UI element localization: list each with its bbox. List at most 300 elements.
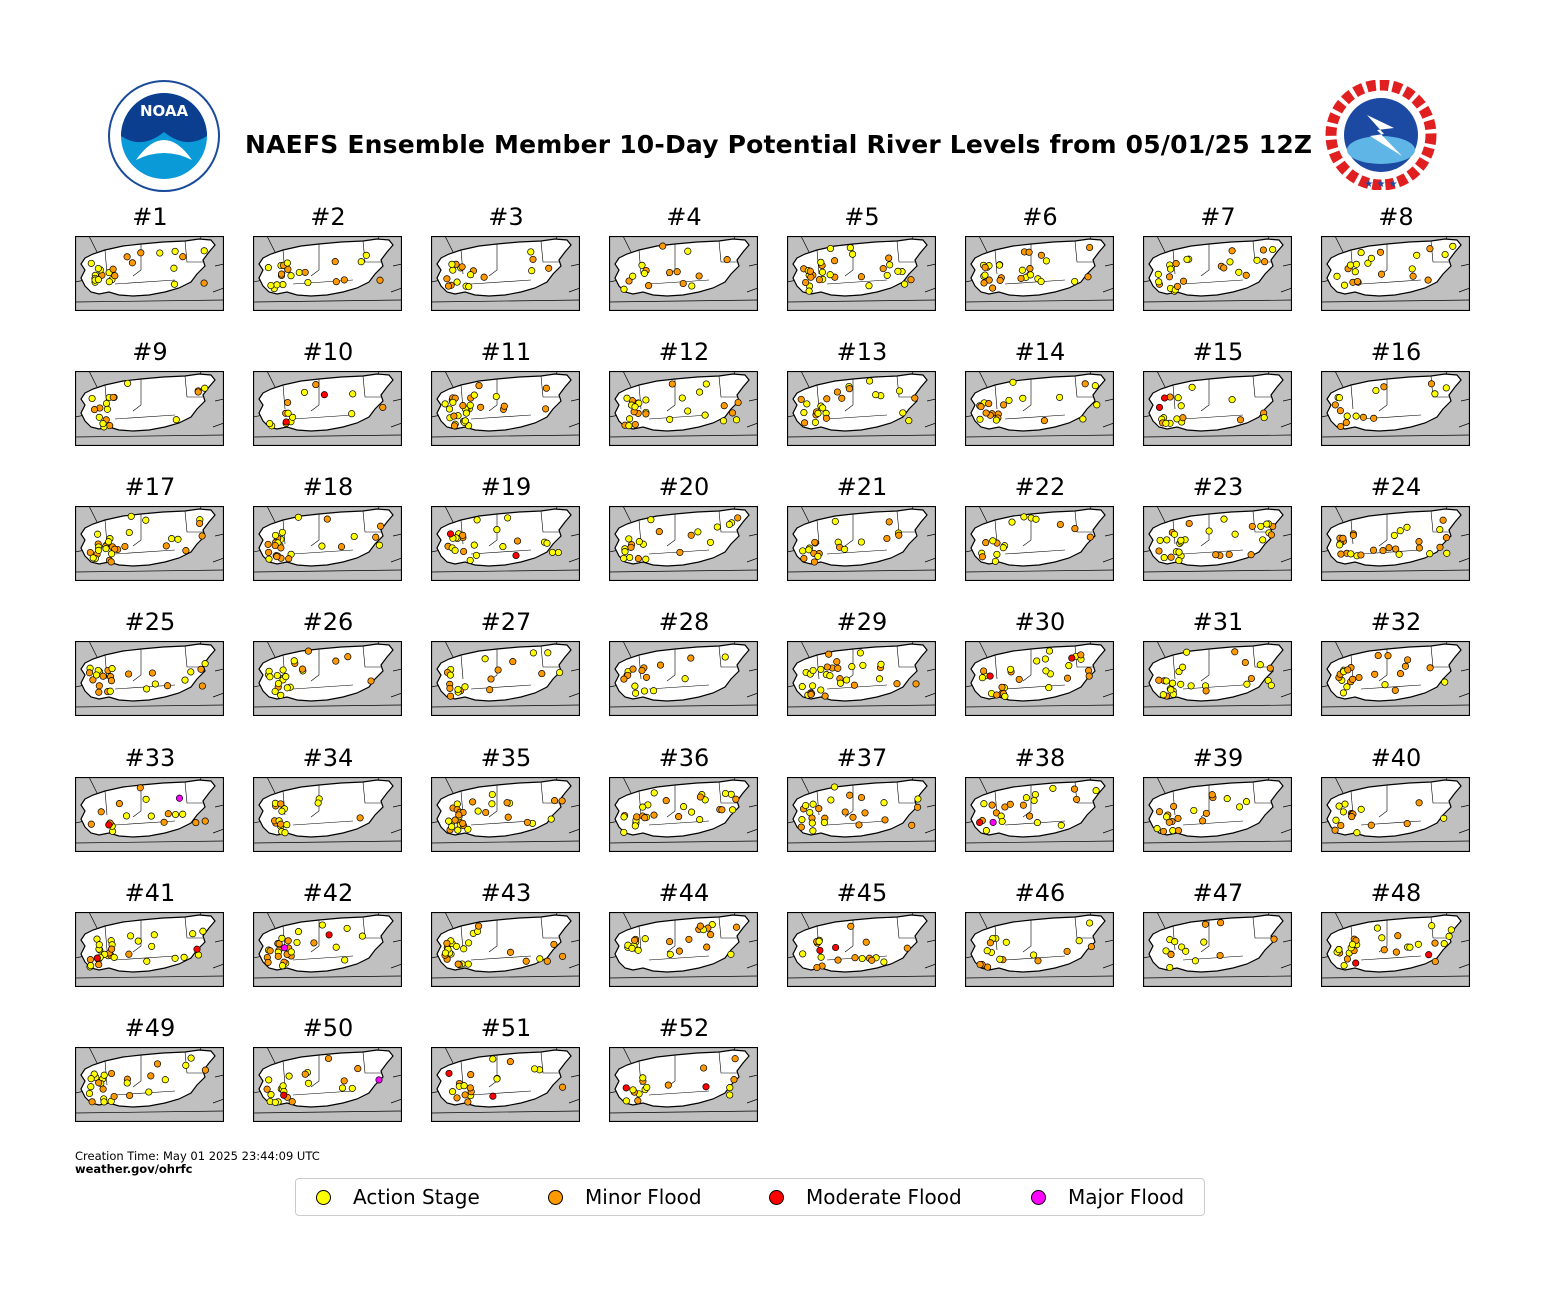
gauge-marker <box>666 938 672 944</box>
gauge-marker <box>463 410 469 416</box>
gauge-marker <box>1368 822 1374 828</box>
member-map <box>1143 777 1292 852</box>
gauge-marker <box>651 790 657 796</box>
gauge-marker <box>688 655 694 661</box>
gauge-marker <box>149 943 155 949</box>
gauge-marker <box>278 801 284 807</box>
gauge-marker <box>451 423 457 429</box>
gauge-marker <box>979 675 985 681</box>
gauge-marker <box>108 1070 114 1076</box>
gauge-marker <box>100 1086 106 1092</box>
gauge-marker <box>1160 692 1166 698</box>
gauge-marker <box>1171 531 1177 537</box>
gauge-marker <box>641 270 647 276</box>
gauge-marker <box>459 264 465 270</box>
gauge-marker <box>726 521 732 527</box>
gauge-marker <box>735 515 741 521</box>
member-map <box>1321 506 1470 581</box>
member-map <box>1321 912 1470 987</box>
gauge-marker <box>1410 273 1416 279</box>
gauge-marker <box>1092 383 1098 389</box>
gauge-marker <box>148 813 154 819</box>
member-map <box>431 236 580 311</box>
gauge-marker <box>465 1099 471 1105</box>
gauge-marker <box>510 658 516 664</box>
gauge-marker <box>551 941 557 947</box>
gauge-marker <box>828 797 834 803</box>
ensemble-member-panel <box>609 203 759 313</box>
gauge-marker <box>315 800 321 806</box>
gauge-marker <box>1006 397 1012 403</box>
gauge-marker <box>1041 417 1047 423</box>
gauge-marker <box>1156 548 1162 554</box>
gauge-marker <box>193 819 199 825</box>
gauge-marker <box>1448 927 1454 933</box>
gauge-marker <box>1374 925 1380 931</box>
gauge-marker <box>1229 396 1235 402</box>
gauge-marker <box>286 556 292 562</box>
member-map <box>253 777 402 852</box>
gauge-marker <box>824 664 830 670</box>
gauge-marker <box>1450 243 1456 249</box>
gauge-marker <box>1164 537 1170 543</box>
gauge-marker <box>1189 384 1195 390</box>
gauge-marker <box>1007 801 1013 807</box>
gauge-marker <box>992 558 998 564</box>
gauge-marker <box>1402 663 1408 669</box>
legend-label: Major Flood <box>1068 1185 1185 1209</box>
gauge-marker <box>650 688 656 694</box>
gauge-marker <box>1002 693 1008 699</box>
gauge-marker <box>1020 395 1026 401</box>
gauge-marker <box>994 692 1000 698</box>
gauge-marker <box>1358 249 1364 255</box>
ensemble-member-panel <box>253 879 403 989</box>
gauge-marker <box>196 520 202 526</box>
source-url[interactable]: weather.gov/ohrfc <box>75 1162 193 1176</box>
gauge-marker <box>657 662 663 668</box>
gauge-marker <box>1404 524 1410 530</box>
gauge-marker <box>1338 822 1344 828</box>
member-map <box>253 371 402 446</box>
ensemble-member-panel <box>253 203 403 313</box>
gauge-marker <box>467 557 473 563</box>
gauge-marker <box>1270 246 1276 252</box>
gauge-marker <box>280 281 286 287</box>
gauge-marker <box>986 400 992 406</box>
gauge-marker <box>467 1085 473 1091</box>
gauge-marker <box>171 265 177 271</box>
gauge-marker <box>643 397 649 403</box>
gauge-marker <box>468 1071 474 1077</box>
member-map <box>965 777 1114 852</box>
gauge-marker <box>111 954 117 960</box>
gauge-marker <box>847 792 853 798</box>
gauge-marker <box>305 279 311 285</box>
ensemble-member-panel <box>75 338 225 448</box>
member-label: #22 <box>1014 473 1066 501</box>
gauge-marker <box>447 672 453 678</box>
gauge-marker <box>1038 252 1044 258</box>
gauge-marker <box>284 685 290 691</box>
member-map <box>965 641 1114 716</box>
gauge-marker <box>1340 535 1346 541</box>
gauge-marker <box>630 1087 636 1093</box>
gauge-marker <box>810 801 816 807</box>
gauge-marker <box>798 824 804 830</box>
gauge-marker <box>1393 949 1399 955</box>
gauge-marker <box>144 958 150 964</box>
gauge-marker <box>860 662 866 668</box>
gauge-marker <box>621 555 627 561</box>
gauge-marker <box>1264 521 1270 527</box>
gauge-marker <box>180 811 186 817</box>
gauge-marker <box>1050 785 1056 791</box>
gauge-marker <box>1032 791 1038 797</box>
gauge-marker <box>1426 952 1432 958</box>
gauge-marker <box>326 932 332 938</box>
gauge-marker <box>819 269 825 275</box>
gauge-marker <box>333 944 339 950</box>
gauge-marker <box>168 535 174 541</box>
gauge-marker <box>639 667 645 673</box>
gauge-marker <box>471 542 477 548</box>
gauge-marker <box>1404 820 1410 826</box>
gauge-marker <box>444 276 450 282</box>
ensemble-member-panel <box>1143 879 1293 989</box>
member-map <box>75 506 224 581</box>
gauge-marker <box>514 538 520 544</box>
gauge-marker <box>199 533 205 539</box>
gauge-marker <box>989 802 995 808</box>
gauge-marker <box>349 411 355 417</box>
gauge-marker <box>91 406 97 412</box>
gauge-marker <box>507 1058 513 1064</box>
gauge-marker <box>626 423 632 429</box>
gauge-marker <box>1442 251 1448 257</box>
member-map <box>1143 506 1292 581</box>
member-map <box>1321 371 1470 446</box>
gauge-marker <box>125 671 131 677</box>
gauge-marker <box>1395 933 1401 939</box>
gauge-marker <box>143 796 149 802</box>
gauge-marker <box>138 250 144 256</box>
gauge-marker <box>1414 252 1420 258</box>
gauge-marker <box>202 660 208 666</box>
gauge-marker <box>697 794 703 800</box>
member-label: #33 <box>124 744 176 772</box>
gauge-marker <box>107 422 113 428</box>
member-map <box>965 236 1114 311</box>
member-map <box>431 912 580 987</box>
ensemble-member-panel <box>1321 203 1471 313</box>
member-map <box>253 912 402 987</box>
gauge-marker <box>1349 813 1355 819</box>
gauge-marker <box>809 820 815 826</box>
member-label: #11 <box>480 338 532 366</box>
gauge-marker <box>835 957 841 963</box>
gauge-marker <box>449 261 455 267</box>
gauge-marker <box>735 399 741 405</box>
gauge-marker <box>524 819 530 825</box>
gauge-marker <box>96 689 102 695</box>
gauge-marker <box>1236 269 1242 275</box>
gauge-marker <box>635 1098 641 1104</box>
gauge-marker <box>818 666 824 672</box>
gauge-marker <box>1203 810 1209 816</box>
gauge-marker <box>305 648 311 654</box>
gauge-marker <box>200 928 206 934</box>
gauge-marker <box>528 249 534 255</box>
gauge-marker <box>475 923 481 929</box>
gauge-marker <box>475 808 481 814</box>
gauge-marker <box>128 513 134 519</box>
gauge-marker <box>1163 948 1169 954</box>
gauge-marker <box>152 681 158 687</box>
gauge-marker <box>1209 792 1215 798</box>
gauge-marker <box>1344 413 1350 419</box>
gauge-marker <box>1336 395 1342 401</box>
gauge-marker <box>96 961 102 967</box>
gauge-marker <box>288 949 294 955</box>
gauge-marker <box>143 686 149 692</box>
gauge-marker <box>632 683 638 689</box>
gauge-marker <box>1338 423 1344 429</box>
member-map <box>75 371 224 446</box>
gauge-marker <box>1441 940 1447 946</box>
gauge-marker <box>1180 415 1186 421</box>
gauge-marker <box>912 395 918 401</box>
gauge-marker <box>1094 402 1100 408</box>
gauge-marker <box>849 251 855 257</box>
gauge-marker <box>126 1092 132 1098</box>
member-label: #24 <box>1370 473 1422 501</box>
gauge-marker <box>111 1093 117 1099</box>
member-label: #29 <box>836 608 888 636</box>
gauge-marker <box>202 818 208 824</box>
gauge-marker <box>896 388 902 394</box>
gauge-marker <box>983 410 989 416</box>
member-label: #14 <box>1014 338 1066 366</box>
gauge-marker <box>1007 666 1013 672</box>
gauge-marker <box>107 688 113 694</box>
gauge-marker <box>979 554 985 560</box>
gauge-marker <box>621 829 627 835</box>
gauge-marker <box>494 1076 500 1082</box>
gauge-marker <box>161 819 167 825</box>
legend-item-minor <box>548 1179 702 1215</box>
gauge-marker <box>1360 414 1366 420</box>
gauge-marker <box>295 514 301 520</box>
gauge-marker <box>467 402 473 408</box>
gauge-marker <box>642 936 648 942</box>
gauge-marker <box>1080 416 1086 422</box>
gauge-marker <box>523 958 529 964</box>
gauge-marker <box>373 534 379 540</box>
gauge-marker <box>984 948 990 954</box>
gauge-marker <box>450 399 456 405</box>
gauge-marker <box>368 678 374 684</box>
gauge-marker <box>856 822 862 828</box>
gauge-marker <box>181 954 187 960</box>
ensemble-member-panel <box>75 608 225 718</box>
member-map <box>75 1047 224 1122</box>
gauge-marker <box>445 283 451 289</box>
ensemble-member-panel <box>1321 744 1471 854</box>
gauge-marker <box>1073 796 1079 802</box>
gauge-marker <box>630 273 636 279</box>
member-label: #9 <box>132 338 168 366</box>
member-map <box>609 236 758 311</box>
gauge-marker <box>1344 684 1350 690</box>
gauge-marker <box>146 1089 152 1095</box>
gauge-marker <box>733 796 739 802</box>
gauge-marker <box>1087 534 1093 540</box>
gauge-marker <box>333 658 339 664</box>
gauge-marker <box>1160 828 1166 834</box>
gauge-marker <box>474 517 480 523</box>
ensemble-member-panel <box>431 879 581 989</box>
gauge-marker <box>1021 514 1027 520</box>
gauge-marker <box>1391 532 1397 538</box>
gauge-marker <box>363 252 369 258</box>
gauge-marker <box>100 673 106 679</box>
gauge-marker <box>358 259 364 265</box>
gauge-marker <box>906 417 912 423</box>
gauge-marker <box>274 282 280 288</box>
legend-item-action <box>316 1179 480 1215</box>
gauge-marker <box>702 412 708 418</box>
gauge-marker <box>881 959 887 965</box>
gauge-marker <box>126 951 132 957</box>
gauge-marker <box>812 419 818 425</box>
gauge-marker <box>1232 531 1238 537</box>
gauge-marker <box>643 556 649 562</box>
gauge-marker <box>1178 537 1184 543</box>
gauge-marker <box>987 673 993 679</box>
gauge-marker <box>124 380 130 386</box>
gauge-marker <box>477 404 483 410</box>
gauge-marker <box>1026 813 1032 819</box>
gauge-marker <box>858 794 864 800</box>
gauge-marker <box>1260 247 1266 253</box>
ensemble-member-panel <box>253 608 403 718</box>
gauge-marker <box>1031 797 1037 803</box>
gauge-marker <box>1175 827 1181 833</box>
gauge-marker <box>634 814 640 820</box>
gauge-marker <box>627 554 633 560</box>
member-map <box>1321 777 1470 852</box>
gauge-marker <box>1174 283 1180 289</box>
member-label: #46 <box>1014 879 1066 907</box>
member-label: #42 <box>302 879 354 907</box>
gauge-marker <box>103 545 109 551</box>
gauge-marker <box>851 682 857 688</box>
gauge-marker <box>1161 554 1167 560</box>
gauge-marker <box>686 936 692 942</box>
gauge-marker <box>696 389 702 395</box>
gauge-marker <box>1058 822 1064 828</box>
ensemble-member-panel <box>75 203 225 313</box>
gauge-marker <box>632 421 638 427</box>
gauge-marker <box>639 262 645 268</box>
gauge-marker <box>1000 402 1006 408</box>
gauge-marker <box>806 547 812 553</box>
gauge-marker <box>1340 809 1346 815</box>
gauge-marker <box>1382 682 1388 688</box>
ensemble-member-panel <box>609 338 759 448</box>
gauge-marker <box>1064 675 1070 681</box>
gauge-marker <box>198 666 204 672</box>
gauge-marker <box>1429 923 1435 929</box>
gauge-marker <box>812 539 818 545</box>
gauge-marker <box>449 1088 455 1094</box>
gauge-marker <box>530 256 536 262</box>
gauge-marker <box>455 961 461 967</box>
gauge-marker <box>95 276 101 282</box>
gauge-marker <box>831 784 837 790</box>
member-map <box>609 777 758 852</box>
gauge-marker <box>1415 941 1421 947</box>
gauge-marker <box>640 804 646 810</box>
gauge-marker <box>1000 545 1006 551</box>
gauge-marker <box>482 656 488 662</box>
gauge-marker <box>380 404 386 410</box>
gauge-marker <box>1249 523 1255 529</box>
gauge-marker <box>631 937 637 943</box>
gauge-marker <box>1156 279 1162 285</box>
gauge-marker <box>466 283 472 289</box>
creation-info <box>75 1150 320 1176</box>
gauge-marker <box>446 406 452 412</box>
gauge-marker <box>442 950 448 956</box>
gauge-marker <box>500 543 506 549</box>
gauge-marker <box>832 944 838 950</box>
gauge-marker <box>488 676 494 682</box>
gauge-marker <box>126 529 132 535</box>
member-label: #34 <box>302 744 354 772</box>
gauge-marker <box>151 932 157 938</box>
gauge-marker <box>296 269 302 275</box>
ensemble-member-panel <box>787 744 937 854</box>
gauge-marker <box>827 245 833 251</box>
gauge-marker <box>1334 273 1340 279</box>
gauge-marker <box>1353 413 1359 419</box>
gauge-marker <box>279 529 285 535</box>
gauge-marker <box>444 940 450 946</box>
gauge-marker <box>707 539 713 545</box>
gauge-marker <box>1243 272 1249 278</box>
gauge-marker <box>559 1084 565 1090</box>
gauge-marker <box>483 809 489 815</box>
gauge-marker <box>876 676 882 682</box>
gauge-marker <box>887 262 893 268</box>
gauge-marker <box>990 538 996 544</box>
gauge-marker <box>1442 679 1448 685</box>
gauge-marker <box>88 1076 94 1082</box>
gauge-marker <box>816 805 822 811</box>
gauge-marker <box>697 816 703 822</box>
gauge-marker <box>640 1075 646 1081</box>
gauge-marker <box>321 392 327 398</box>
gauge-marker <box>834 389 840 395</box>
gauge-marker <box>850 814 856 820</box>
member-label: #26 <box>302 608 354 636</box>
gauge-marker <box>289 1099 295 1105</box>
gauge-marker <box>894 681 900 687</box>
gauge-marker <box>202 1067 208 1073</box>
gauge-marker <box>469 799 475 805</box>
